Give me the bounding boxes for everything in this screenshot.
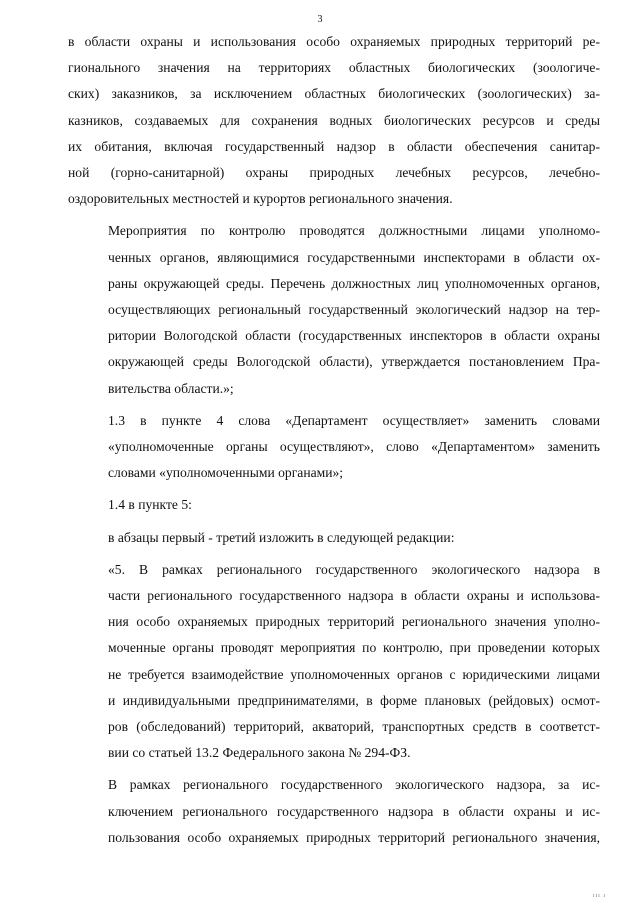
- text-line: в абзацы первый - третий изложить в следующей редакции:: [108, 529, 455, 545]
- text-line: В рамках регионального государственного экологического надзора, за ис-: [108, 777, 600, 793]
- paragraph-3: [68, 408, 600, 487]
- text-line: оздоровительных местностей и курортов регионального значения.: [68, 191, 453, 207]
- text-line: 1.3 в пункте 4 слова «Департамент осуществляет» заменить словами: [108, 412, 600, 428]
- text-line: «уполномоченные органы осуществляют», слово «Департаментом» заменить: [108, 439, 600, 455]
- text-line: пользования особо охраняемых природных территорий регионального значения,: [108, 829, 600, 845]
- text-line: вительства области.»;: [108, 380, 234, 396]
- text-line: раны окружающей среды. Перечень должностных лиц уполномоченных органов,: [108, 275, 600, 291]
- page-number: 3: [317, 14, 323, 25]
- text-line: в области охраны и использования особо охраняемых природных территорий ре-: [68, 34, 600, 49]
- text-line: гионального значения на территориях областных биологических (зоологиче-: [68, 60, 600, 76]
- text-line: не требуется взаимодействие уполномоченных органов с юридическими лицами: [108, 666, 600, 682]
- text-line: их обитания, включая государственный надзор в области обеспечения санитар-: [68, 138, 600, 154]
- text-line: ченных органов, являющимися государственными инспекторами в области ох-: [108, 249, 600, 265]
- text-line: вии со статьей 13.2 Федерального закона № 294-ФЗ.: [108, 745, 411, 761]
- text-line: и индивидуальными предпринимателями, в форме плановых (рейдовых) осмот-: [108, 692, 600, 708]
- paragraph-5: [68, 525, 600, 551]
- text-line: ной (горно-санитарной) охраны природных лечебных ресурсов, лечебно-: [68, 165, 600, 181]
- text-line: 1.4 в пункте 5:: [108, 497, 192, 513]
- document-body: [68, 29, 600, 857]
- text-line: ских) заказников, за исключением областных биологических (зоологических) за-: [68, 86, 600, 102]
- text-line: ров (обследований) территорий, акваторий, транспортных средств в соответст-: [108, 719, 600, 735]
- text-line: ключением регионального государственного надзора в области охраны и ис-: [108, 803, 600, 819]
- text-line: ния особо охраняемых природных территорий регионального значения уполно-: [108, 614, 600, 630]
- text-line: осуществляющих региональный государственный экологический надзор на тер-: [108, 302, 600, 318]
- text-line: ритории Вологодской области (государственных инспекторов в области охраны: [108, 328, 600, 344]
- text-line: Мероприятия по контролю проводятся должностными лицами уполномо-: [108, 223, 600, 239]
- paragraph-4: [68, 492, 600, 518]
- scan-footer-mark: ııı ı: [592, 893, 606, 899]
- text-line: казников, создаваемых для сохранения водных биологических ресурсов и среды: [68, 112, 600, 128]
- text-line: «5. В рамках регионального государственного экологического надзора в: [108, 561, 600, 577]
- text-line: окружающей среды Вологодской области), утверждается постановлением Пра-: [108, 354, 600, 370]
- paragraph-6: [68, 557, 600, 767]
- paragraph-2: [68, 218, 600, 401]
- text-line: моченные органы проводят мероприятия по контролю, при проведении которых: [108, 640, 600, 656]
- paragraph-1: [68, 29, 600, 212]
- text-line: части регионального государственного надзора в области охраны и использова-: [108, 588, 600, 604]
- paragraph-7: [68, 772, 600, 851]
- text-line: словами «уполномоченными органами»;: [108, 465, 344, 481]
